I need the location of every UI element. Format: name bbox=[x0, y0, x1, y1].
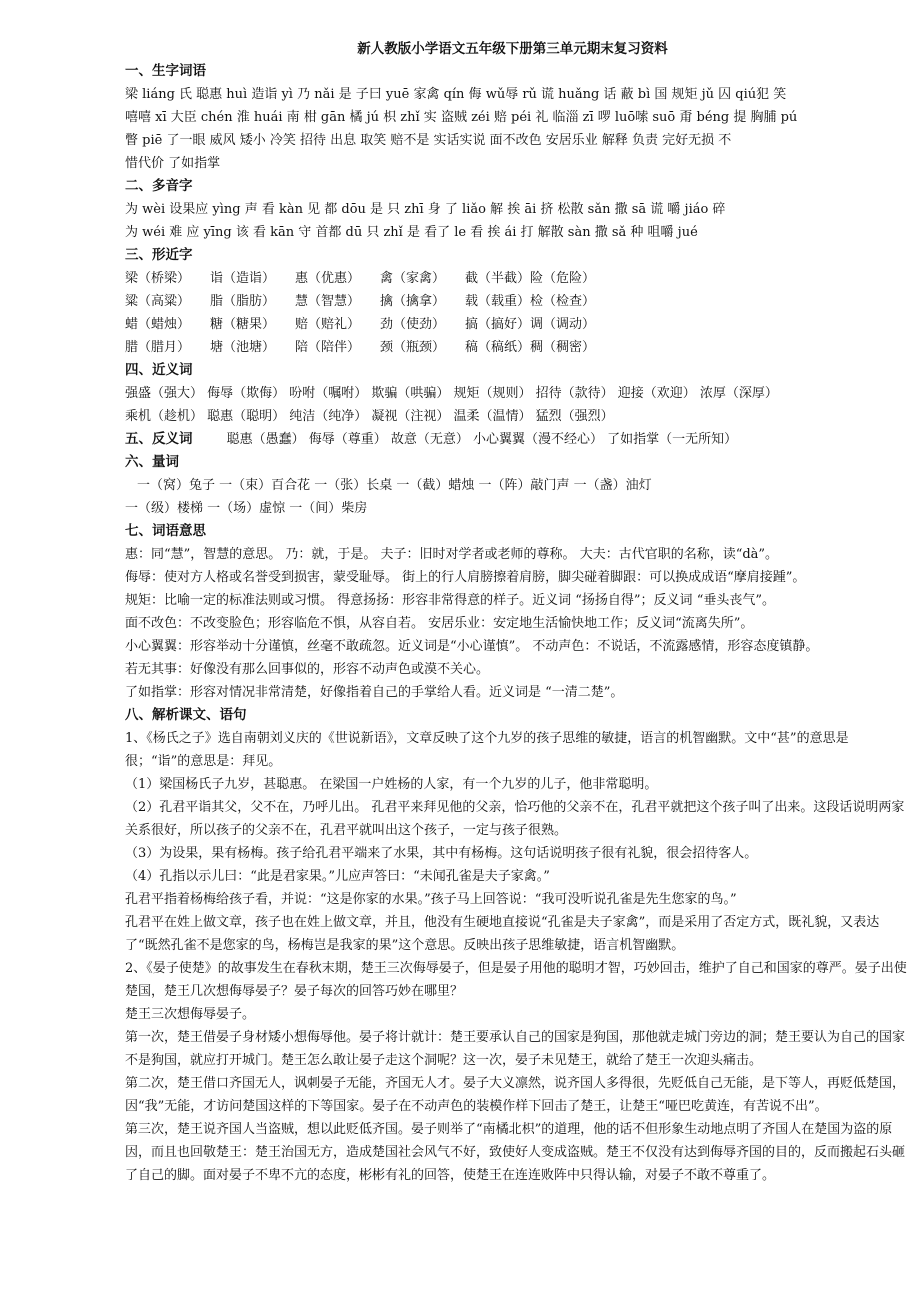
similar-char-cell: 劲（使劲） bbox=[380, 317, 446, 332]
section-heading-synonyms: 四、近义词 bbox=[125, 362, 193, 378]
meaning-paragraph: 惠：同“慧”，智慧的意思。 乃：就，于是。 夫子：旧时对学者或老师的尊称。 大夫：古代官职的名称，读“dà”。 bbox=[125, 547, 779, 562]
similar-char-cell: 塘（池塘） bbox=[210, 340, 276, 355]
section-heading-measure-words: 六、量词 bbox=[125, 454, 179, 470]
meaning-paragraph: 小心翼翼：形容举动十分谨慎，丝毫不敢疏忽。近义词是“小心谨慎”。 不动声色：不说话，不流露感情，形容态度镇静。 bbox=[125, 639, 819, 654]
synonym-line: 乘机（趁机） 聪惠（聪明） 纯洁（纯净） 凝视（注视） 温柔（温情） 猛烈（强烈） bbox=[125, 409, 614, 424]
meaning-paragraph: 若无其事：好像没有那么回事似的，形容不动声色或漠不关心。 bbox=[125, 662, 490, 677]
measure-word-line: 一（级）楼梯 一（场）虚惊 一（间）柴房 bbox=[125, 501, 368, 516]
section-heading-polyphones: 二、多音字 bbox=[125, 178, 193, 194]
similar-char-cell: 粱（高粱） bbox=[125, 294, 191, 309]
similar-char-cell: 载（载重）检（检查） bbox=[465, 294, 596, 309]
similar-char-cell: 颈（瓶颈） bbox=[380, 340, 446, 355]
section-heading-text-analysis: 八、解析课文、语句 bbox=[125, 707, 247, 723]
similar-char-cell: 诣（造诣） bbox=[210, 271, 276, 286]
similar-char-cell: 禽（家禽） bbox=[380, 271, 446, 286]
analysis-paragraph: 第三次，楚王说齐国人当盗贼，想以此贬低齐国。晏子则举了“南橘北枳”的道理，他的话不但形象生动地点明了齐国人在楚国为盗的原因，而且也回敬楚王：楚王治国无方，造成楚国社会风气不好，致使好人变成盗贼。楚王不仅没有达到侮辱齐国的目的，反而搬起石头砸了自己的脚。面对晏子不卑不亢的态度，彬彬有礼的回答，使楚王在连连败阵中只得认输，对晏子不敢不尊重了。 bbox=[125, 1122, 906, 1183]
vocab-line: 嘻嘻 xī 大臣 chén 淮 huái 南 柑 gān 橘 jú 枳 zhǐ 实 盗贼 zéi 赔 péi 礼 临淄 zī 啰 luō嗦 suō 甭 béng 提 胸脯 pú bbox=[125, 110, 798, 125]
similar-char-cell: 糖（糖果） bbox=[210, 317, 276, 332]
measure-word-line: 一（窝）兔子 一（束）百合花 一（张）长桌 一（截）蜡烛 一（阵）敲门声 一（盏）油灯 bbox=[137, 478, 652, 493]
analysis-paragraph: 第二次，楚王借口齐国无人，讽刺晏子无能，齐国无人才。晏子大义凛然，说齐国人多得很，先贬低自己无能，是下等人，再贬低楚国，因“我”无能，才访问楚国这样的下等国家。晏子在不动声色的装模作样下回击了楚王，让楚王“哑巴吃黄连，有苦说不出”。 bbox=[125, 1076, 906, 1114]
analysis-paragraph: （4）孔指以示儿曰：“此是君家果。”儿应声答曰：“未闻孔雀是夫子家禽。” bbox=[125, 869, 550, 884]
similar-chars-row bbox=[125, 313, 910, 336]
similar-char-cell: 赔（赔礼） bbox=[295, 317, 361, 332]
meaning-paragraph: 了如指掌：形容对情况非常清楚，好像指着自己的手掌给人看。近义词是 “一清二楚”。 bbox=[125, 685, 624, 700]
similar-char-cell: 腊（腊月） bbox=[125, 340, 191, 355]
polyphone-line: 为 wèi 设果应 yìng 声 看 kàn 见 都 dōu 是 只 zhī 身 了 liǎo 解 挨 āi 挤 松散 sǎn 撒 sā 谎 嚼 jiáo 碎 bbox=[125, 202, 726, 217]
similar-char-cell: 慧（智慧） bbox=[295, 294, 361, 309]
meaning-paragraph: 规矩：比喻一定的标准法则或习惯。 得意扬扬：形容非常得意的样子。近义词 “扬扬自得”；反义词 “垂头丧气”。 bbox=[125, 593, 775, 608]
vocab-line: 瞥 piē 了一眼 威风 矮小 冷笑 招待 出息 取笑 赔不是 实话实说 面不改色 安居乐业 解释 负责 完好无损 不 bbox=[125, 133, 732, 148]
similar-char-cell: 搞（搞好）调（调动） bbox=[465, 317, 596, 332]
section-heading-vocabulary: 一、生字词语 bbox=[125, 63, 206, 79]
similar-char-cell: 蜡（蜡烛） bbox=[125, 317, 191, 332]
similar-char-cell: 陪（陪伴） bbox=[295, 340, 361, 355]
meaning-paragraph: 侮辱：使对方人格或名誉受到损害，蒙受耻辱。 街上的行人肩膀擦着肩膀，脚尖碰着脚跟：可以换成成语“摩肩接踵”。 bbox=[125, 570, 806, 585]
synonym-line: 强盛（强大） 侮辱（欺侮） 吩咐（嘱咐） 欺骗（哄骗） 规矩（规则） 招待（款待） 迎接（欢迎） 浓厚（深厚） bbox=[125, 386, 778, 401]
similar-char-cell: 梁（桥梁） bbox=[125, 271, 191, 286]
antonym-text: 聪惠（愚蠢） 侮辱（尊重） 故意（无意） 小心翼翼（漫不经心） 了如指掌（一无所知） bbox=[226, 432, 738, 447]
section-heading-antonyms: 五、反义词 bbox=[125, 431, 193, 447]
analysis-paragraph: 孔君平指着杨梅给孩子看，并说：“这是你家的水果。”孩子马上回答说：“我可没听说孔雀是先生您家的鸟。” bbox=[125, 892, 737, 907]
similar-chars-row bbox=[125, 267, 910, 290]
analysis-paragraph: 孔君平在姓上做文章，孩子也在姓上做文章，并且，他没有生硬地直接说“孔雀是夫子家禽”，而是采用了否定方式，既礼貌，又表达了“既然孔雀不是您家的鸟，杨梅岂是我家的果”这个意思。反映出孩子思维敏捷，语言机智幽默。 bbox=[125, 915, 880, 953]
antonym-line bbox=[125, 428, 910, 451]
analysis-paragraph: （2）孔君平诣其父，父不在，乃呼儿出。 孔君平来拜见他的父亲，恰巧他的父亲不在，孔君平就把这个孩子叫了出来。这段话说明两家关系很好，所以孩子的父亲不在，孔君平就叫出这个孩子，一定与孩子很熟。 bbox=[125, 800, 905, 838]
section-heading-similar-chars: 三、形近字 bbox=[125, 247, 193, 263]
similar-char-cell: 脂（脂肪） bbox=[210, 294, 276, 309]
similar-char-cell: 惠（优惠） bbox=[295, 271, 361, 286]
meaning-paragraph: 面不改色：不改变脸色；形容临危不惧，从容自若。 安居乐业：安定地生活愉快地工作；反义词“流离失所”。 bbox=[125, 616, 754, 631]
analysis-paragraph: 楚王三次想侮辱晏子。 bbox=[125, 1007, 256, 1022]
document-title: 新人教版小学语文五年级下册第三单元期末复习资料 bbox=[357, 41, 668, 57]
similar-char-cell: 稿（稿纸）稠（稠密） bbox=[465, 340, 596, 355]
analysis-paragraph: （3）为设果，果有杨梅。孩子给孔君平端来了水果，其中有杨梅。这句话说明孩子很有礼貌，很会招待客人。 bbox=[125, 846, 758, 861]
similar-char-cell: 截（半截）险（危险） bbox=[465, 271, 596, 286]
vocab-line: 惜代价 了如指掌 bbox=[125, 156, 221, 171]
section-heading-meanings: 七、词语意思 bbox=[125, 523, 206, 539]
similar-chars-row bbox=[125, 290, 910, 313]
analysis-paragraph: 第一次，楚王借晏子身材矮小想侮辱他。晏子将计就计：楚王要承认自己的国家是狗国，那他就走城门旁边的洞；楚王要认为自己的国家不是狗国，就应打开城门。楚王怎么敢让晏子走这个洞呢？这一次，晏子未见楚王，就给了楚王一次迎头痛击。 bbox=[125, 1030, 906, 1068]
analysis-paragraph: （1）梁国杨氏子九岁，甚聪惠。 在梁国一户姓杨的人家，有一个九岁的儿子，他非常聪明。 bbox=[125, 777, 658, 792]
analysis-paragraph: 1、《杨氏之子》选自南朝刘义庆的《世说新语》，文章反映了这个九岁的孩子思维的敏捷，语言的机智幽默。文中“甚”的意思是很；“诣”的意思是：拜见。 bbox=[125, 731, 849, 769]
vocab-line: 梁 liáng 氏 聪惠 huì 造诣 yì 乃 nǎi 是 子曰 yuē 家禽 qín 侮 wǔ辱 rǔ 谎 huǎng 话 蔽 bì 国 规矩 jǔ 囚 qiú犯 笑 bbox=[125, 87, 787, 102]
analysis-paragraph: 2、《晏子使楚》的故事发生在春秋末期，楚王三次侮辱晏子，但是晏子用他的聪明才智，巧妙回击，维护了自己和国家的尊严。晏子出使楚国，楚王几次想侮辱晏子？晏子每次的回答巧妙在哪里？ bbox=[125, 961, 907, 999]
polyphone-line: 为 wéi 难 应 yīng 该 看 kān 守 首都 dū 只 zhǐ 是 看了 le 看 挨 ái 打 解散 sàn 撒 sǎ 种 咀嚼 jué bbox=[125, 225, 698, 240]
similar-char-cell: 擒（擒拿） bbox=[380, 294, 446, 309]
similar-chars-row bbox=[125, 336, 910, 359]
